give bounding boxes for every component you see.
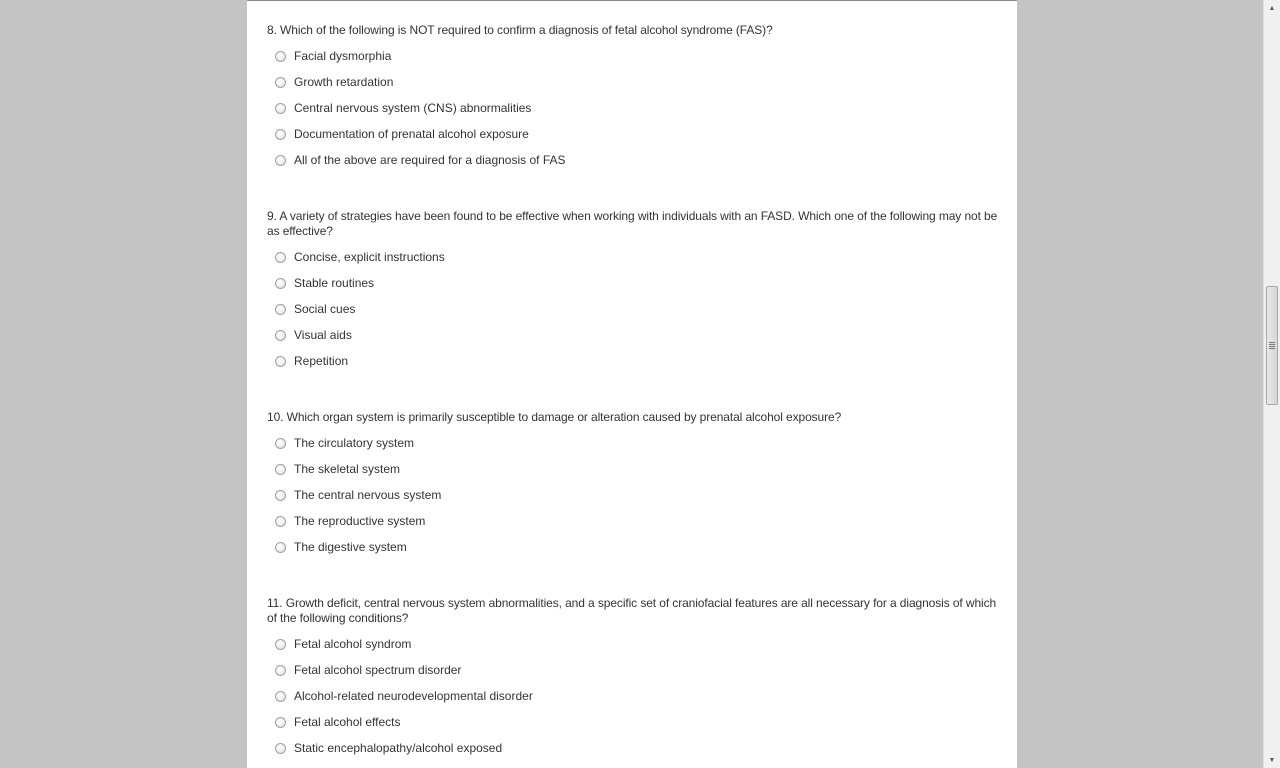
answer-option[interactable] (267, 48, 1002, 74)
answer-options (267, 249, 1002, 379)
radio-button[interactable] (275, 252, 286, 263)
question-11 (267, 596, 1002, 766)
option-label[interactable]: Stable routines (294, 276, 375, 290)
answer-option[interactable] (267, 100, 1002, 126)
answer-option[interactable] (267, 513, 1002, 539)
question-10 (267, 410, 1002, 565)
option-label[interactable]: Central nervous system (CNS) abnormalities (294, 101, 532, 115)
answer-option[interactable] (267, 714, 1002, 740)
answer-option[interactable] (267, 152, 1002, 178)
option-label[interactable]: The reproductive system (294, 514, 426, 528)
question-8 (267, 23, 1002, 178)
radio-button[interactable] (275, 639, 286, 650)
radio-button[interactable] (275, 490, 286, 501)
radio-button[interactable] (275, 356, 286, 367)
radio-button[interactable] (275, 77, 286, 88)
question-text: 8. Which of the following is NOT required to confirm a diagnosis of fetal alcohol syndrome (FAS)? (267, 23, 773, 37)
answer-option[interactable] (267, 249, 1002, 275)
answer-options (267, 48, 1002, 178)
answer-options (267, 435, 1002, 565)
radio-button[interactable] (275, 155, 286, 166)
option-label[interactable]: Alcohol-related neurodevelopmental disorder (294, 689, 533, 703)
scroll-up-arrow-icon[interactable]: ▲ (1268, 4, 1276, 12)
radio-button[interactable] (275, 51, 286, 62)
answer-option[interactable] (267, 301, 1002, 327)
option-label[interactable]: Growth retardation (294, 75, 394, 89)
radio-button[interactable] (275, 278, 286, 289)
radio-button[interactable] (275, 717, 286, 728)
option-label[interactable]: The skeletal system (294, 462, 401, 476)
radio-button[interactable] (275, 743, 286, 754)
radio-button[interactable] (275, 330, 286, 341)
radio-button[interactable] (275, 691, 286, 702)
option-label[interactable]: Repetition (294, 354, 349, 368)
radio-button[interactable] (275, 665, 286, 676)
option-label[interactable]: Fetal alcohol syndrom (294, 637, 412, 651)
answer-option[interactable] (267, 353, 1002, 379)
answer-option[interactable] (267, 662, 1002, 688)
question-9 (267, 209, 1002, 379)
answer-option[interactable] (267, 327, 1002, 353)
option-label[interactable]: Fetal alcohol spectrum disorder (294, 663, 462, 677)
quiz-page (247, 0, 1017, 768)
radio-button[interactable] (275, 438, 286, 449)
answer-option[interactable] (267, 539, 1002, 565)
answer-options (267, 636, 1002, 766)
answer-option[interactable] (267, 74, 1002, 100)
vertical-scrollbar[interactable] (1263, 0, 1280, 768)
answer-option[interactable] (267, 487, 1002, 513)
option-label[interactable]: The circulatory system (294, 436, 415, 450)
answer-option[interactable] (267, 126, 1002, 152)
option-label[interactable]: Social cues (294, 302, 356, 316)
radio-button[interactable] (275, 516, 286, 527)
option-label[interactable]: The digestive system (294, 540, 407, 554)
option-label[interactable]: Concise, explicit instructions (294, 250, 445, 264)
answer-option[interactable] (267, 435, 1002, 461)
radio-button[interactable] (275, 103, 286, 114)
answer-option[interactable] (267, 636, 1002, 662)
option-label[interactable]: All of the above are required for a diagnosis of FAS (294, 153, 566, 167)
radio-button[interactable] (275, 129, 286, 140)
question-text: 11. Growth deficit, central nervous system abnormalities, and a specific set of craniofacial features are all necessary for a diagnosis of which of the following conditions? (267, 596, 997, 625)
question-text: 9. A variety of strategies have been found to be effective when working with individuals with an FASD. Which one of the following may not be as effective? (267, 209, 998, 238)
option-label[interactable]: Visual aids (294, 328, 352, 342)
answer-option[interactable] (267, 740, 1002, 766)
option-label[interactable]: Documentation of prenatal alcohol exposure (294, 127, 529, 141)
radio-button[interactable] (275, 542, 286, 553)
scrollbar-thumb[interactable] (1266, 286, 1278, 405)
option-label[interactable]: Facial dysmorphia (294, 49, 392, 63)
answer-option[interactable] (267, 688, 1002, 714)
question-text: 10. Which organ system is primarily susceptible to damage or alteration caused by prenatal alcohol exposure? (267, 410, 842, 424)
answer-option[interactable] (267, 461, 1002, 487)
option-label[interactable]: The central nervous system (294, 488, 442, 502)
answer-option[interactable] (267, 275, 1002, 301)
option-label[interactable]: Fetal alcohol effects (294, 715, 401, 729)
radio-button[interactable] (275, 304, 286, 315)
grip-icon (1269, 342, 1275, 349)
option-label[interactable]: Static encephalopathy/alcohol exposed (294, 741, 503, 755)
scroll-down-arrow-icon[interactable]: ▼ (1268, 756, 1276, 764)
radio-button[interactable] (275, 464, 286, 475)
